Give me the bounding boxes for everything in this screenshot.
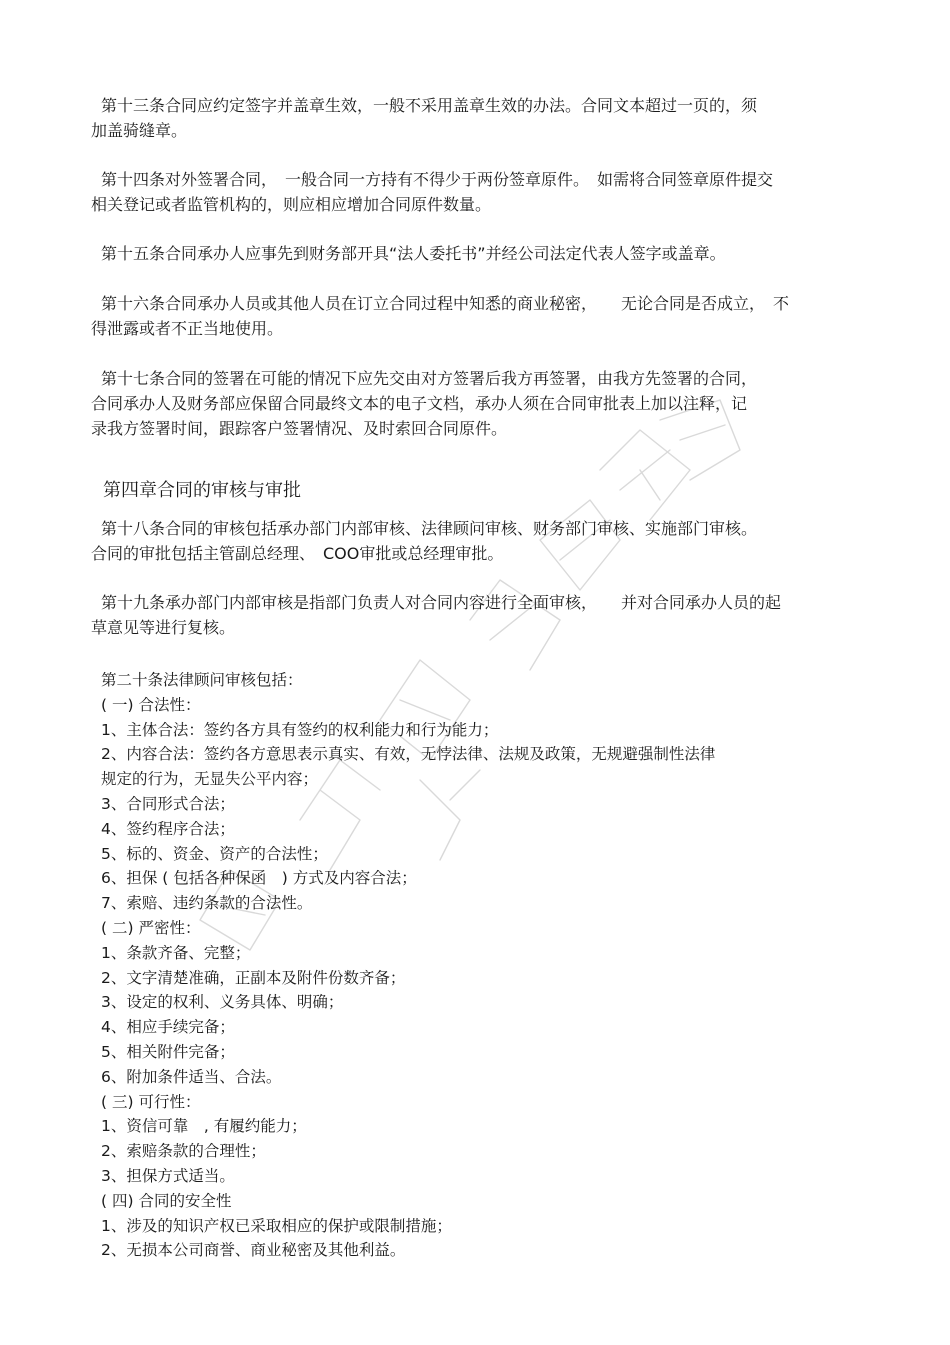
list-item: 3、担保方式适当。 (101, 1166, 235, 1185)
list-item: 1、条款齐备、完整； (101, 943, 251, 962)
article-13-line-2: 加盖骑缝章。 (91, 121, 188, 140)
article-14-line-1: 第十四条对外签署合同， 一般合同一方持有不得少于两份签章原件。 如需将合同签章原件提交 (101, 170, 774, 189)
article-14-line-2: 相关登记或者监管机构的，则应相应增加合同原件数量。 (91, 195, 492, 214)
list-item: 1、资信可靠 , 有履约能力； (101, 1117, 307, 1136)
list-item: 6、附加条件适当、合法。 (101, 1067, 282, 1086)
article-17-line-2: 合同承办人及财务部应保留合同最终文本的电子文档，承办人须在合同审批表上加以注释，记 (91, 394, 748, 413)
list-item: ( 三) 可行性： (101, 1092, 201, 1111)
article-13-line-1: 第十三条合同应约定签字并盖章生效，一般不采用盖章生效的办法。合同文本超过一页的，须 (101, 96, 758, 115)
list-item: 第二十条法律顾问审核包括： (101, 671, 303, 689)
list-item: 1、主体合法：签约各方具有签约的权利能力和行为能力； (101, 720, 499, 739)
list-item: 1、涉及的知识产权已采取相应的保护或限制措施； (101, 1216, 452, 1235)
list-item: 2、内容合法：签约各方意思表示真实、有效，无悖法律、法规及政策，无规避强制性法律 (101, 745, 716, 764)
article-15-line-1: 第十五条合同承办人应事先到财务部开具“法人委托书”并经公司法定代表人签字或盖章。 (101, 244, 726, 263)
article-17-line-3: 录我方签署时间，跟踪客户签署情况、及时索回合同原件。 (91, 419, 508, 438)
chapter-title: 第四章合同的审核与审批 (103, 480, 301, 501)
list-item: ( 四) 合同的安全性 (101, 1191, 232, 1210)
list-item: 6、担保 ( 包括各种保函 ) 方式及内容合法； (101, 869, 417, 888)
list-item: 规定的行为，无显失公平内容； (101, 770, 319, 789)
article-19-line-2: 草意见等进行复核。 (91, 618, 236, 637)
list-item: 3、设定的权利、义务具体、明确； (101, 993, 344, 1012)
list-item: ( 一) 合法性： (101, 695, 201, 714)
article-17-line-1: 第十七条合同的签署在可能的情况下应先交由对方签署后我方再签署，由我方先签署的合同， (101, 369, 758, 388)
list-item: 2、文字清楚准确，正副本及附件份数齐备； (101, 968, 406, 987)
list-item: 7、索赔、违约条款的合法性。 (101, 894, 313, 913)
article-19-line-1: 第十九条承办部门内部审核是指部门负责人对合同内容进行全面审核， 并对合同承办人员的起 (101, 593, 782, 612)
article-16-line-1: 第十六条合同承办人员或其他人员在订立合同过程中知悉的商业秘密， 无论合同是否成立， 不 (101, 294, 790, 313)
list-item: 2、索赔条款的合理性； (101, 1142, 266, 1161)
list-item: 5、相关附件完备； (101, 1042, 235, 1061)
article-18-line-1: 第十八条合同的审核包括承办部门内部审核、法律顾问审核、财务部门审核、实施部门审核。 (101, 519, 758, 538)
list-item: 4、签约程序合法； (101, 819, 235, 838)
list-item: 4、相应手续完备； (101, 1018, 235, 1037)
article-16-line-2: 得泄露或者不正当地使用。 (91, 319, 284, 338)
article-18-line-2: 合同的审批包括主管副总经理、 COO审批或总经理审批。 (91, 544, 504, 563)
list-item: 3、合同形式合法； (101, 794, 235, 813)
article-20-list (101, 668, 715, 1263)
list-item: ( 二) 严密性： (101, 918, 201, 937)
list-item: 5、标的、资金、资产的合法性； (101, 844, 328, 863)
list-item: 2、无损本公司商誉、商业秘密及其他利益。 (101, 1241, 406, 1260)
